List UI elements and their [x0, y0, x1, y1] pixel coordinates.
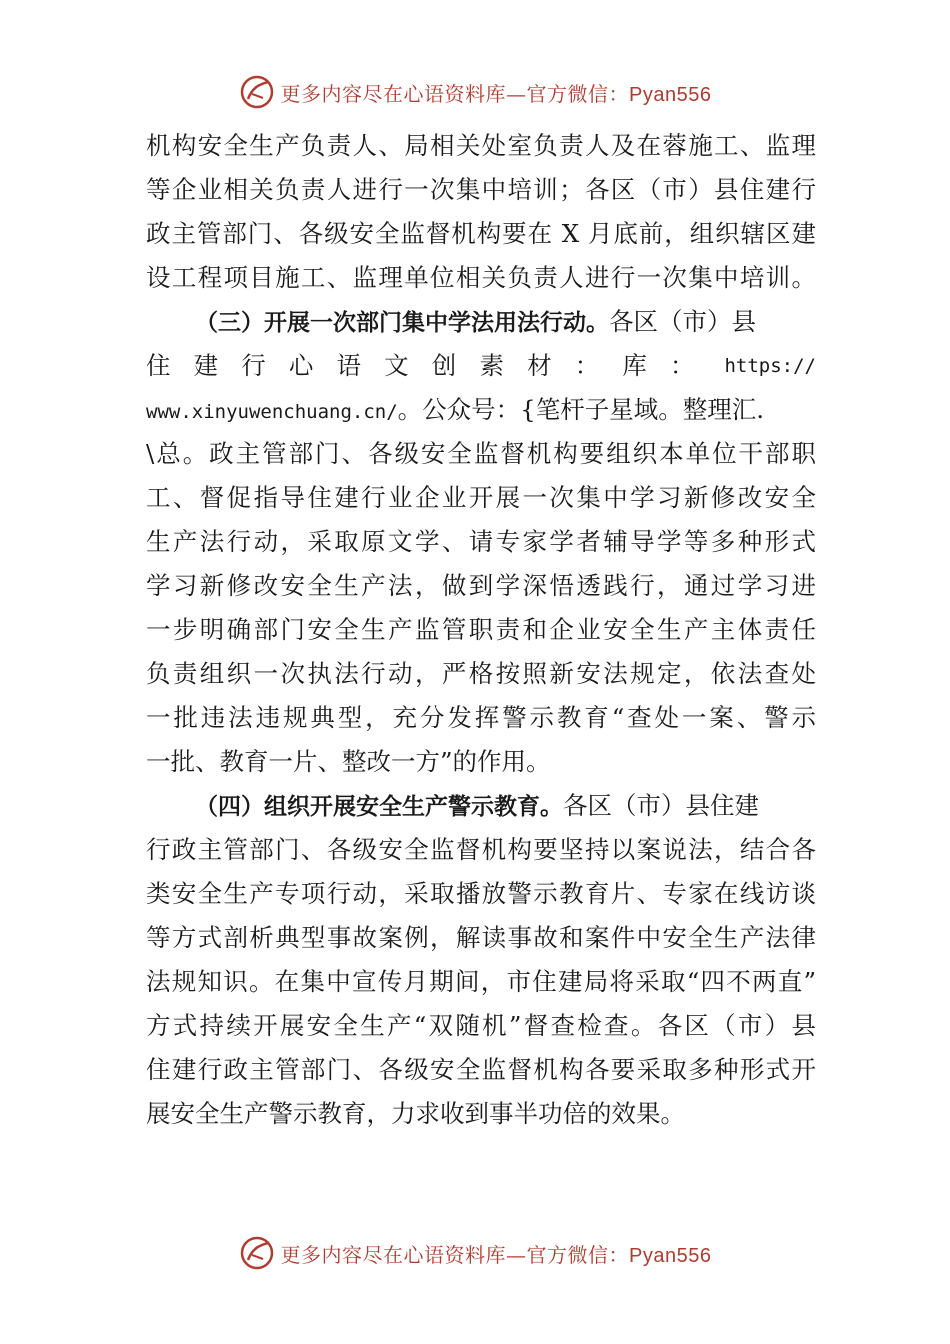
text-line: \总。政主管部门、各级安全监督机构要组织本单位干部职: [146, 439, 816, 468]
banner-text: 更多内容尽在心语资料库—官方微信：Pyan556: [280, 1242, 712, 1267]
text-line: （三）开展一次部门集中学法用法行动。各区（市）县: [195, 307, 756, 336]
text-line: 法规知识。在集中宣传月期间，市住建局将采取“四不两直”: [146, 967, 816, 996]
url-text: www.xinyuwenchuang.cn/: [146, 401, 398, 423]
text-line: 学习新修改安全生产法，做到学深悟透践行，通过学习进: [146, 571, 816, 600]
text-line: 一批、教育一片、整改一方”的作用。: [146, 747, 551, 776]
brand-logo-icon: [239, 74, 275, 110]
text-line: 负责组织一次执法行动，严格按照新安法规定，依法查处: [146, 659, 816, 688]
document-body: [146, 124, 816, 1136]
brand-logo-icon: [239, 1235, 275, 1271]
text-line: www.xinyuwenchuang.cn/。公众号：{笔杆子星域。整理汇.: [146, 395, 765, 424]
banner-text: 更多内容尽在心语资料库—官方微信：Pyan556: [280, 81, 712, 106]
text-line: 行政主管部门、各级安全监督机构要坚持以案说法，结合各: [146, 835, 816, 864]
paragraph-training: [146, 124, 816, 300]
text-line: 政主管部门、各级安全监督机构要在 X 月底前，组织辖区建: [146, 219, 816, 248]
text-line: 方式持续开展安全生产“双随机”督查检查。各区（市）县: [146, 1011, 816, 1040]
text-line: 住建行心语文创素材：库： https://: [146, 344, 816, 388]
text-line: （四）组织开展安全生产警示教育。各区（市）县住建: [195, 791, 759, 820]
text-line: 等方式剖析典型事故案例，解读事故和案件中安全生产法律: [146, 923, 816, 952]
footer-banner: [0, 1233, 950, 1273]
text-line: 类安全生产专项行动，采取播放警示教育片、专家在线访谈: [146, 879, 816, 908]
text-line: 一批违法违规典型，充分发挥警示教育“查处一案、警示: [146, 703, 816, 732]
text-line: 展安全生产警示教育，力求收到事半功倍的效果。: [146, 1099, 685, 1128]
text-line: 设工程项目施工、监理单位相关负责人进行一次集中培训。: [146, 263, 816, 292]
section-heading: （三）开展一次部门集中学法用法行动。: [195, 310, 609, 336]
paragraph-law-study: [146, 300, 816, 784]
text-line: 工、督促指导住建行业企业开展一次集中学习新修改安全: [146, 483, 816, 512]
text-line: 生产法行动，采取原文学、请专家学者辅导学等多种形式: [146, 527, 816, 556]
text-line: 一步明确部门安全生产监管职责和企业安全生产主体责任: [146, 615, 816, 644]
text-line: 住建行政主管部门、各级安全监督机构各要采取多种形式开: [146, 1055, 816, 1084]
text-line: 等企业相关负责人进行一次集中培训；各区（市）县住建行: [146, 175, 816, 204]
url-text: https://: [724, 355, 816, 377]
section-heading: （四）组织开展安全生产警示教育。: [195, 794, 563, 820]
text-line: 机构安全生产负责人、局相关处室负责人及在蓉施工、监理: [146, 131, 816, 160]
header-banner: [0, 72, 950, 112]
paragraph-warning-education: [146, 784, 816, 1136]
